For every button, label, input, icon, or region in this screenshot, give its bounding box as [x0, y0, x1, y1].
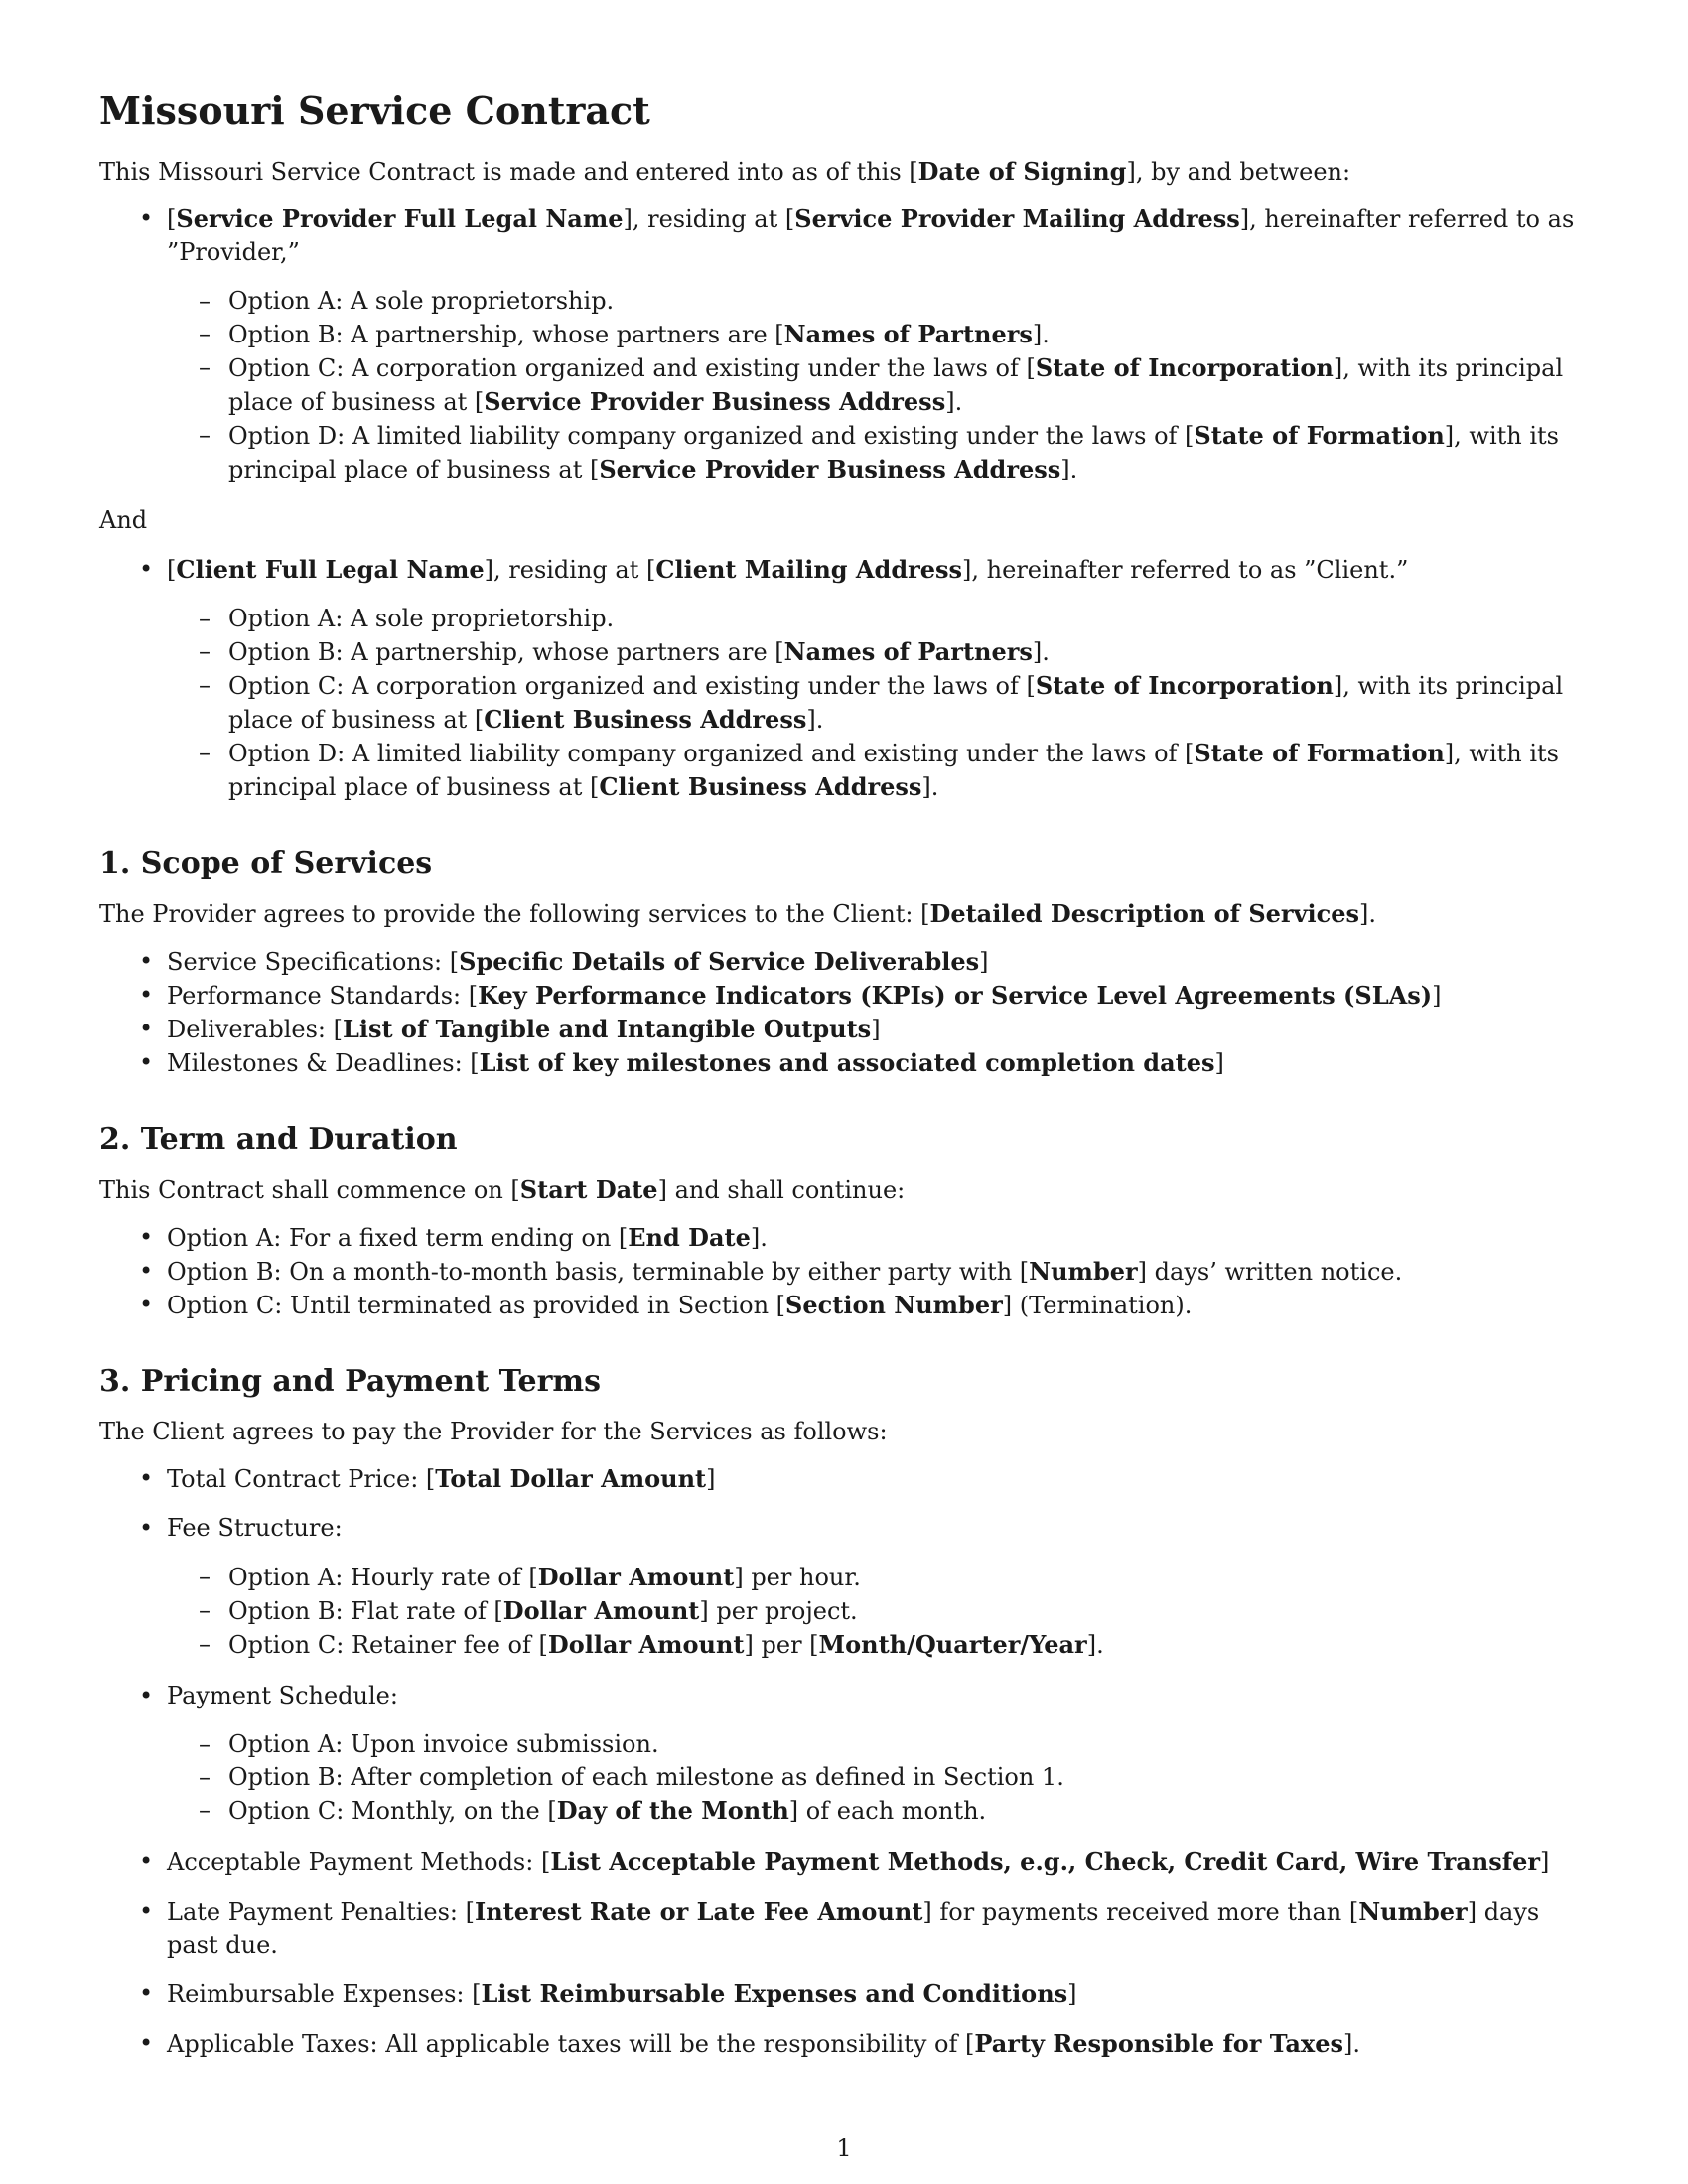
late-penalties-item: • Late Payment Penalties: [Interest Rate or Late Fee Amount] for payments received more than [Number] days past due. — [167, 1895, 1589, 1962]
page-number: 1 — [836, 2134, 852, 2162]
section-3-list — [99, 1462, 1589, 2061]
document-title: Missouri Service Contract — [99, 88, 650, 133]
provider-option-a: – Option A: A sole proprietorship. — [228, 285, 1589, 318]
provider-option-c: – Option C: A corporation organized and existing under the laws of [State of Incorporation], with its principal place of business at [Service Provider Business Address]. — [228, 351, 1589, 419]
client-party-item: • [Client Full Legal Name], residing at [Client Mailing Address], hereinafter referred to as ”Client.” – Option A: A sole proprietorship. – Option B: A partnership, whose partners are [Names of Partners]. – Option C: A corporation organized and existing under the laws of [State of Incorporation], with its principal place of business at [Client Business Address]. – Option D: A limited liability company organized and existing under the laws of [State of Formation], with its principal place of business at [Client Business Address]. — [167, 553, 1589, 804]
client-option-c: – Option C: A corporation organized and existing under the laws of [State of Incorporation], with its principal place of business at [Client Business Address]. — [228, 669, 1589, 737]
client-options — [167, 603, 1589, 804]
section-3-heading: 3. Pricing and Payment Terms — [99, 1364, 602, 1399]
schedule-option-b: – Option B: After completion of each milestone as defined in Section 1. — [228, 1761, 1589, 1794]
section-3-intro: The Client agrees to pay the Provider for the Services as follows: — [99, 1418, 888, 1445]
list-item: • Option A: For a fixed term ending on [End Date]. — [167, 1221, 1589, 1255]
fee-structure-item: • Fee Structure: – Option A: Hourly rate of [Dollar Amount] per hour. – Option B: Flat rate of [Dollar Amount] per project. – Option C: Retainer fee of [Dollar Amount] per [Month/Quarter/Year]. — [167, 1512, 1589, 1662]
client-option-d: – Option D: A limited liability company organized and existing under the laws of [State of Formation], with its principal place of business at [Client Business Address]. — [228, 737, 1589, 804]
client-option-a: – Option A: A sole proprietorship. — [228, 603, 1589, 635]
provider-list — [99, 203, 1589, 486]
provider-option-d: – Option D: A limited liability company organized and existing under the laws of [State of Formation], with its principal place of business at [Service Provider Business Address]. — [228, 419, 1589, 486]
payment-schedule-options — [167, 1728, 1589, 1828]
list-item: • Milestones & Deadlines: [List of key milestones and associated completion dates] — [167, 1046, 1589, 1080]
client-option-b: – Option B: A partnership, whose partners are [Names of Partners]. — [228, 635, 1589, 669]
section-1-list — [99, 945, 1589, 1080]
schedule-option-a: – Option A: Upon invoice submission. — [228, 1728, 1589, 1761]
section-1-intro: The Provider agrees to provide the following services to the Client: [Detailed Description of Services]. — [99, 899, 1377, 928]
payment-methods-item: • Acceptable Payment Methods: [List Acceptable Payment Methods, e.g., Check, Credit Card, Wire Transfer] — [167, 1845, 1589, 1879]
applicable-taxes-item: • Applicable Taxes: All applicable taxes will be the responsibility of [Party Responsible for Taxes]. — [167, 2027, 1589, 2061]
list-item: • Option B: On a month-to-month basis, terminable by either party with [Number] days’ written notice. — [167, 1255, 1589, 1289]
total-price-item: • Total Contract Price: [Total Dollar Amount] — [167, 1462, 1589, 1496]
client-list — [99, 553, 1589, 804]
intro-paragraph: This Missouri Service Contract is made and entered into as of this [Date of Signing], by and between: — [99, 157, 1351, 186]
schedule-option-c: – Option C: Monthly, on the [Day of the Month] of each month. — [228, 1794, 1589, 1828]
provider-option-b: – Option B: A partnership, whose partners are [Names of Partners]. — [228, 318, 1589, 351]
reimbursable-expenses-item: • Reimbursable Expenses: [List Reimbursable Expenses and Conditions] — [167, 1978, 1589, 2011]
document-page — [99, 71, 1589, 2077]
list-item: • Option C: Until terminated as provided in Section [Section Number] (Termination). — [167, 1289, 1589, 1322]
list-item: • Service Specifications: [Specific Details of Service Deliverables] — [167, 945, 1589, 979]
provider-party-item: • [Service Provider Full Legal Name], residing at [Service Provider Mailing Address], hereinafter referred to as ”Provider,” – Option A: A sole proprietorship. – Option B: A partnership, whose partners are [Names of Partners]. – Option C: A corporation organized and existing under the laws of [State of Incorporation], with its principal place of business at [Service Provider Business Address]. – Option D: A limited liability company organized and existing under the laws of [State of Formation], with its principal place of business at [Service Provider Business Address]. — [167, 203, 1589, 486]
provider-options — [167, 285, 1589, 486]
section-2-heading: 2. Term and Duration — [99, 1122, 458, 1157]
list-item: • Performance Standards: [Key Performance Indicators (KPIs) or Service Level Agreements (SLAs)] — [167, 979, 1589, 1013]
and-conjunction: And — [99, 506, 148, 534]
list-item: • Deliverables: [List of Tangible and Intangible Outputs] — [167, 1013, 1589, 1046]
payment-schedule-item: • Payment Schedule: – Option A: Upon invoice submission. – Option B: After completion of each milestone as defined in Section 1. – Option C: Monthly, on the [Day of the Month] of each month. — [167, 1680, 1589, 1828]
fee-option-c: – Option C: Retainer fee of [Dollar Amount] per [Month/Quarter/Year]. — [228, 1628, 1589, 1662]
section-1-heading: 1. Scope of Services — [99, 846, 433, 881]
fee-option-b: – Option B: Flat rate of [Dollar Amount] per project. — [228, 1594, 1589, 1628]
section-2-list — [99, 1221, 1589, 1322]
fee-structure-options — [167, 1561, 1589, 1662]
section-2-intro: This Contract shall commence on [Start Date] and shall continue: — [99, 1175, 906, 1204]
fee-option-a: – Option A: Hourly rate of [Dollar Amount] per hour. — [228, 1561, 1589, 1594]
